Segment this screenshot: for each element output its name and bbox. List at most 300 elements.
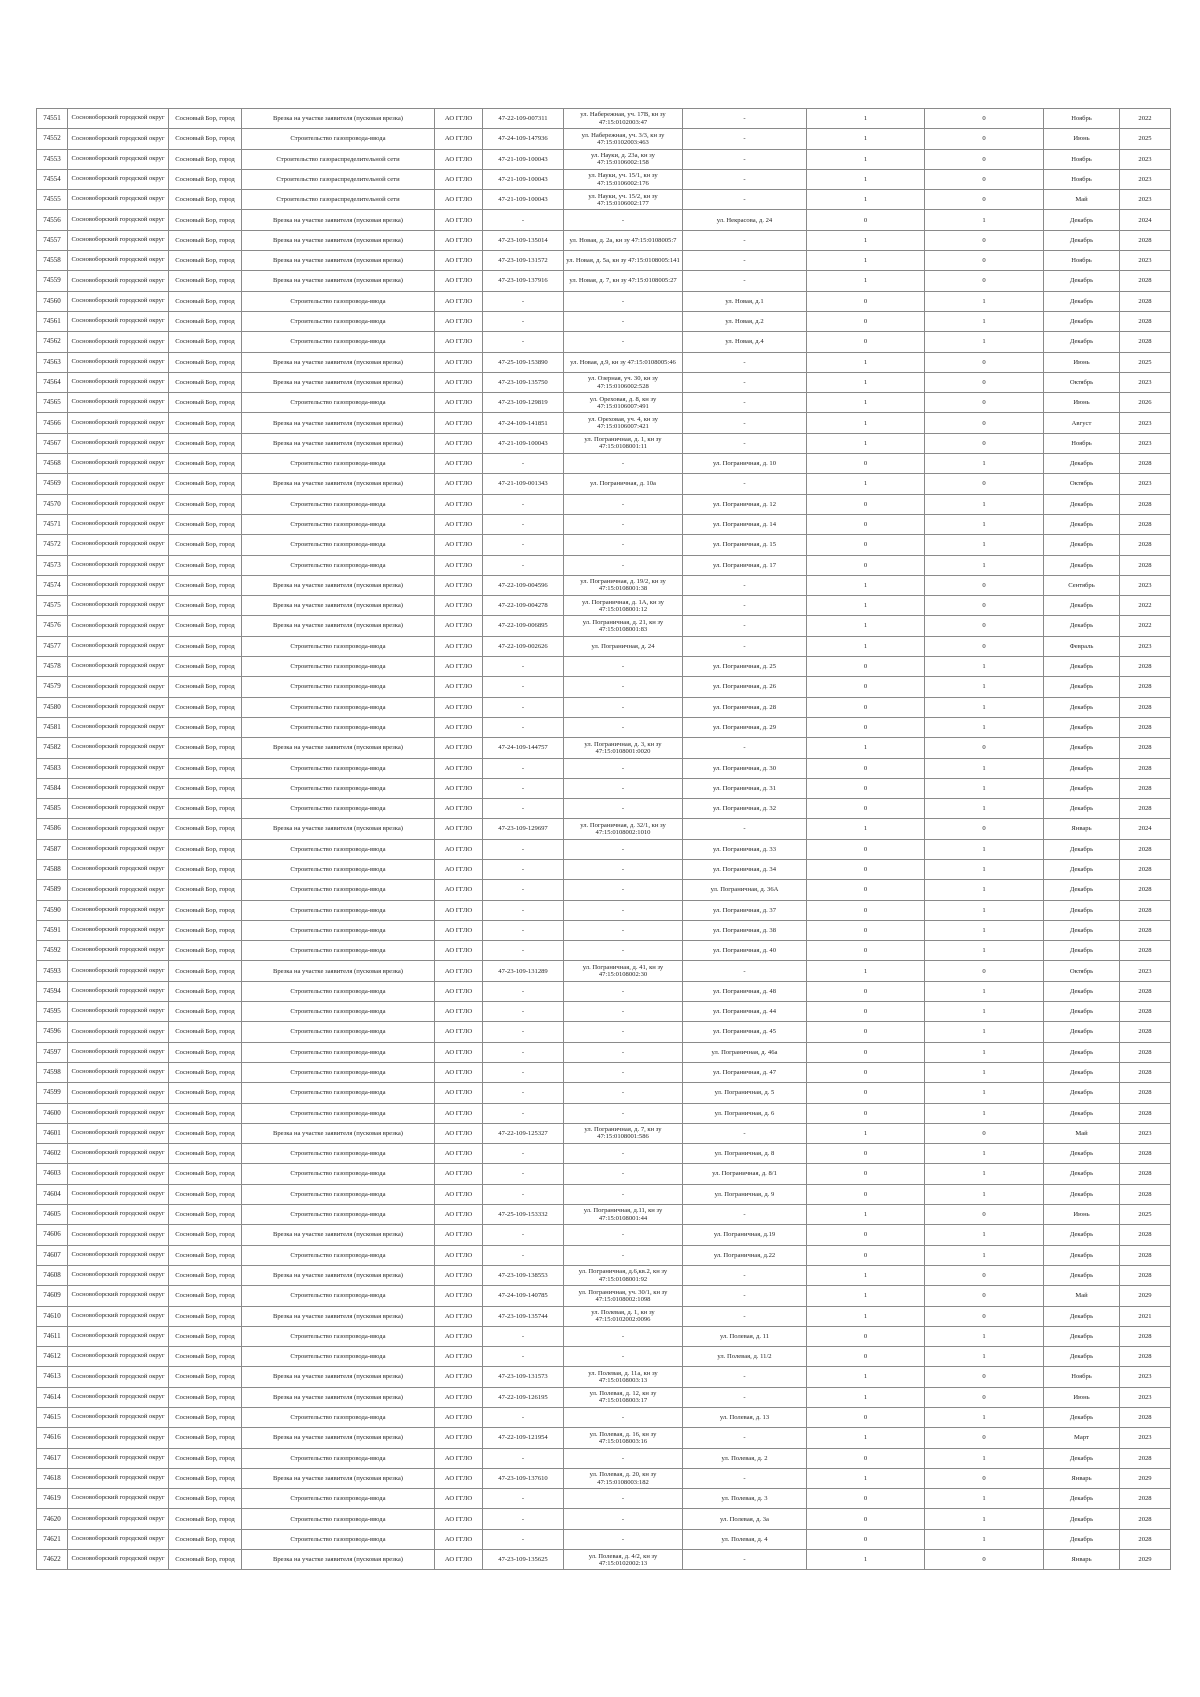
cell-count-a: 0	[807, 535, 925, 555]
cell-count-a: 0	[807, 1144, 925, 1164]
cell-contract-number: -	[483, 981, 564, 1001]
cell-organization: АО ГГЛО	[435, 109, 483, 129]
cell-object-address: ул. Полевая, д. 11	[683, 1326, 807, 1346]
cell-organization: АО ГГЛО	[435, 1286, 483, 1306]
cell-row-number: 74612	[37, 1347, 68, 1367]
table-row	[37, 210, 1171, 230]
cell-work-type: Врезка на участке заявителя (пусковая врезка)	[242, 575, 435, 595]
cell-object-address: ул. Пограничная, д. 15	[683, 535, 807, 555]
cell-work-type: Врезка на участке заявителя (пусковая врезка)	[242, 596, 435, 616]
cell-work-type: Строительство газопровода-ввода	[242, 839, 435, 859]
cell-contract-number: -	[483, 778, 564, 798]
cell-organization: АО ГГЛО	[435, 1428, 483, 1448]
cell-count-b: 0	[925, 352, 1044, 372]
cell-work-type: Строительство газораспределительной сети	[242, 190, 435, 210]
cell-count-b: 1	[925, 1164, 1044, 1184]
cell-count-b: 0	[925, 1205, 1044, 1225]
cell-count-b: 1	[925, 1225, 1044, 1245]
cell-year: 2028	[1120, 1083, 1171, 1103]
cell-year: 2028	[1120, 1347, 1171, 1367]
cell-month: Декабрь	[1044, 778, 1120, 798]
cell-year: 2028	[1120, 1062, 1171, 1082]
cell-settlement: Сосновый Бор, город	[169, 1408, 242, 1428]
cell-count-b: 0	[925, 413, 1044, 433]
cell-municipal-district: Сосновоборский городской округ	[68, 1022, 169, 1042]
cell-year: 2028	[1120, 941, 1171, 961]
cell-organization: АО ГГЛО	[435, 961, 483, 981]
cell-municipal-district: Сосновоборский городской округ	[68, 1286, 169, 1306]
cell-row-number: 74590	[37, 900, 68, 920]
cell-contract-number: 47-23-109-137610	[483, 1468, 564, 1488]
cell-contract-number: -	[483, 859, 564, 879]
cell-count-a: 0	[807, 657, 925, 677]
cell-month: Сентябрь	[1044, 575, 1120, 595]
cell-municipal-district: Сосновоборский городской округ	[68, 332, 169, 352]
cell-work-type: Строительство газопровода-ввода	[242, 332, 435, 352]
cell-count-a: 1	[807, 169, 925, 189]
cell-parcel-address: ул. Полевая, д. 11а, кн зу 47:15:0108003:13	[564, 1367, 683, 1387]
cell-count-b: 0	[925, 1123, 1044, 1143]
cell-year: 2028	[1120, 1225, 1171, 1245]
cell-year: 2028	[1120, 799, 1171, 819]
cell-work-type: Строительство газопровода-ввода	[242, 1002, 435, 1022]
cell-count-b: 1	[925, 1489, 1044, 1509]
cell-contract-number: -	[483, 1002, 564, 1022]
cell-parcel-address: ул. Пограничная, уч. 30/1, кн зу 47:15:0108002:1098	[564, 1286, 683, 1306]
cell-row-number: 74609	[37, 1286, 68, 1306]
cell-work-type: Строительство газопровода-ввода	[242, 291, 435, 311]
cell-municipal-district: Сосновоборский городской округ	[68, 1083, 169, 1103]
cell-municipal-district: Сосновоборский городской округ	[68, 941, 169, 961]
cell-month: Декабрь	[1044, 596, 1120, 616]
cell-parcel-address: -	[564, 1489, 683, 1509]
table-row	[37, 1062, 1171, 1082]
cell-count-b: 1	[925, 839, 1044, 859]
cell-object-address: -	[683, 819, 807, 839]
cell-work-type: Строительство газопровода-ввода	[242, 941, 435, 961]
cell-municipal-district: Сосновоборский городской округ	[68, 555, 169, 575]
cell-object-address: ул. Пограничная, д.19	[683, 1225, 807, 1245]
cell-count-a: 0	[807, 839, 925, 859]
table-row	[37, 1367, 1171, 1387]
cell-year: 2028	[1120, 1265, 1171, 1285]
cell-object-address: -	[683, 738, 807, 758]
cell-count-a: 1	[807, 961, 925, 981]
cell-parcel-address: ул. Полевая, д. 20, кн зу 47:15:0108003:182	[564, 1468, 683, 1488]
cell-count-b: 0	[925, 636, 1044, 656]
cell-contract-number: -	[483, 1225, 564, 1245]
cell-organization: АО ГГЛО	[435, 1144, 483, 1164]
cell-month: Июнь	[1044, 129, 1120, 149]
cell-parcel-address: ул. Пограничная, д. 41, кн зу 47:15:0108002:30	[564, 961, 683, 981]
cell-count-b: 0	[925, 1306, 1044, 1326]
cell-work-type: Врезка на участке заявителя (пусковая врезка)	[242, 1306, 435, 1326]
cell-settlement: Сосновый Бор, город	[169, 1022, 242, 1042]
cell-year: 2023	[1120, 1387, 1171, 1407]
cell-contract-number: -	[483, 1042, 564, 1062]
cell-object-address: -	[683, 169, 807, 189]
cell-row-number: 74596	[37, 1022, 68, 1042]
cell-work-type: Строительство газопровода-ввода	[242, 1062, 435, 1082]
cell-count-a: 1	[807, 109, 925, 129]
cell-count-b: 1	[925, 717, 1044, 737]
cell-municipal-district: Сосновоборский городской округ	[68, 474, 169, 494]
cell-row-number: 74606	[37, 1225, 68, 1245]
cell-object-address: -	[683, 1550, 807, 1570]
cell-contract-number: 47-24-109-147936	[483, 129, 564, 149]
cell-parcel-address: ул. Науки, уч. 15/1, кн зу 47:15:0106002:176	[564, 169, 683, 189]
cell-settlement: Сосновый Бор, город	[169, 190, 242, 210]
cell-row-number: 74578	[37, 657, 68, 677]
table-row	[37, 1286, 1171, 1306]
cell-year: 2025	[1120, 129, 1171, 149]
cell-count-a: 1	[807, 230, 925, 250]
cell-municipal-district: Сосновоборский городской округ	[68, 149, 169, 169]
cell-settlement: Сосновый Бор, город	[169, 880, 242, 900]
cell-settlement: Сосновый Бор, город	[169, 1164, 242, 1184]
cell-parcel-address: ул. Пограничная, д.6,кв.2, кн зу 47:15:0108001:92	[564, 1265, 683, 1285]
cell-organization: АО ГГЛО	[435, 271, 483, 291]
cell-municipal-district: Сосновоборский городской округ	[68, 616, 169, 636]
cell-organization: АО ГГЛО	[435, 1408, 483, 1428]
cell-object-address: ул. Полевая, д. 3	[683, 1489, 807, 1509]
cell-month: Октябрь	[1044, 372, 1120, 392]
cell-settlement: Сосновый Бор, город	[169, 1448, 242, 1468]
table-row	[37, 636, 1171, 656]
cell-count-a: 1	[807, 1123, 925, 1143]
cell-count-a: 0	[807, 920, 925, 940]
cell-object-address: ул. Новая, д.1	[683, 291, 807, 311]
cell-contract-number: 47-25-109-153332	[483, 1205, 564, 1225]
cell-work-type: Врезка на участке заявителя (пусковая врезка)	[242, 210, 435, 230]
cell-count-b: 1	[925, 758, 1044, 778]
cell-organization: АО ГГЛО	[435, 454, 483, 474]
cell-parcel-address: ул. Новая, д.9, кн зу 47:15:0108005:46	[564, 352, 683, 372]
cell-count-a: 0	[807, 677, 925, 697]
cell-work-type: Врезка на участке заявителя (пусковая врезка)	[242, 109, 435, 129]
cell-settlement: Сосновый Бор, город	[169, 1205, 242, 1225]
cell-work-type: Строительство газопровода-ввода	[242, 1448, 435, 1468]
table-row	[37, 169, 1171, 189]
cell-month: Декабрь	[1044, 738, 1120, 758]
cell-organization: АО ГГЛО	[435, 352, 483, 372]
cell-municipal-district: Сосновоборский городской округ	[68, 454, 169, 474]
cell-object-address: ул. Пограничная, д. 45	[683, 1022, 807, 1042]
cell-row-number: 74583	[37, 758, 68, 778]
table-row	[37, 575, 1171, 595]
cell-contract-number: -	[483, 494, 564, 514]
cell-row-number: 74620	[37, 1509, 68, 1529]
cell-year: 2028	[1120, 454, 1171, 474]
cell-object-address: ул. Пограничная, д. 36А	[683, 880, 807, 900]
cell-count-b: 0	[925, 1468, 1044, 1488]
cell-row-number: 74552	[37, 129, 68, 149]
cell-count-b: 1	[925, 1144, 1044, 1164]
cell-work-type: Врезка на участке заявителя (пусковая врезка)	[242, 474, 435, 494]
cell-count-b: 0	[925, 616, 1044, 636]
cell-count-b: 0	[925, 372, 1044, 392]
cell-work-type: Врезка на участке заявителя (пусковая врезка)	[242, 961, 435, 981]
cell-object-address: -	[683, 393, 807, 413]
table-row	[37, 1387, 1171, 1407]
cell-settlement: Сосновый Бор, город	[169, 799, 242, 819]
cell-parcel-address: ул. Пограничная, д. 21, кн зу 47:15:0108001:83	[564, 616, 683, 636]
cell-work-type: Строительство газопровода-ввода	[242, 1529, 435, 1549]
cell-object-address: ул. Пограничная, д. 10	[683, 454, 807, 474]
cell-object-address: -	[683, 129, 807, 149]
cell-work-type: Строительство газопровода-ввода	[242, 311, 435, 331]
cell-count-b: 1	[925, 555, 1044, 575]
cell-contract-number: 47-23-109-131573	[483, 1367, 564, 1387]
cell-parcel-address: -	[564, 1225, 683, 1245]
cell-month: Декабрь	[1044, 230, 1120, 250]
table-row	[37, 1103, 1171, 1123]
cell-work-type: Врезка на участке заявителя (пусковая врезка)	[242, 1225, 435, 1245]
cell-year: 2028	[1120, 677, 1171, 697]
cell-month: Декабрь	[1044, 1103, 1120, 1123]
cell-year: 2028	[1120, 291, 1171, 311]
cell-year: 2023	[1120, 575, 1171, 595]
cell-object-address: -	[683, 596, 807, 616]
cell-count-b: 0	[925, 575, 1044, 595]
cell-contract-number: 47-24-109-144757	[483, 738, 564, 758]
cell-month: Декабрь	[1044, 514, 1120, 534]
cell-organization: АО ГГЛО	[435, 433, 483, 453]
cell-work-type: Врезка на участке заявителя (пусковая врезка)	[242, 1428, 435, 1448]
cell-month: Ноябрь	[1044, 1367, 1120, 1387]
cell-object-address: ул. Пограничная, д. 48	[683, 981, 807, 1001]
cell-object-address: ул. Пограничная, д. 46а	[683, 1042, 807, 1062]
cell-organization: АО ГГЛО	[435, 311, 483, 331]
cell-municipal-district: Сосновоборский городской округ	[68, 1144, 169, 1164]
cell-settlement: Сосновый Бор, город	[169, 109, 242, 129]
cell-row-number: 74568	[37, 454, 68, 474]
cell-object-address: ул. Пограничная, д. 38	[683, 920, 807, 940]
cell-object-address: ул. Новая, д.4	[683, 332, 807, 352]
cell-work-type: Строительство газопровода-ввода	[242, 514, 435, 534]
table-row	[37, 920, 1171, 940]
cell-settlement: Сосновый Бор, город	[169, 494, 242, 514]
cell-object-address: ул. Пограничная, д. 34	[683, 859, 807, 879]
table-row	[37, 311, 1171, 331]
table-row	[37, 880, 1171, 900]
cell-row-number: 74618	[37, 1468, 68, 1488]
cell-row-number: 74594	[37, 981, 68, 1001]
cell-row-number: 74554	[37, 169, 68, 189]
cell-organization: АО ГГЛО	[435, 778, 483, 798]
cell-contract-number: 47-22-109-004278	[483, 596, 564, 616]
cell-row-number: 74580	[37, 697, 68, 717]
cell-object-address: -	[683, 372, 807, 392]
cell-municipal-district: Сосновоборский городской округ	[68, 636, 169, 656]
cell-organization: АО ГГЛО	[435, 799, 483, 819]
cell-object-address: -	[683, 474, 807, 494]
cell-count-b: 1	[925, 1002, 1044, 1022]
cell-work-type: Строительство газопровода-ввода	[242, 1083, 435, 1103]
cell-row-number: 74576	[37, 616, 68, 636]
cell-work-type: Строительство газопровода-ввода	[242, 535, 435, 555]
cell-settlement: Сосновый Бор, город	[169, 1286, 242, 1306]
cell-municipal-district: Сосновоборский городской округ	[68, 1408, 169, 1428]
cell-organization: АО ГГЛО	[435, 210, 483, 230]
cell-month: Декабрь	[1044, 758, 1120, 778]
cell-organization: АО ГГЛО	[435, 697, 483, 717]
cell-municipal-district: Сосновоборский городской округ	[68, 1184, 169, 1204]
cell-count-b: 1	[925, 1529, 1044, 1549]
cell-settlement: Сосновый Бор, город	[169, 1509, 242, 1529]
cell-month: Ноябрь	[1044, 149, 1120, 169]
cell-work-type: Врезка на участке заявителя (пусковая врезка)	[242, 1387, 435, 1407]
cell-row-number: 74586	[37, 819, 68, 839]
cell-settlement: Сосновый Бор, город	[169, 819, 242, 839]
cell-row-number: 74575	[37, 596, 68, 616]
cell-count-a: 1	[807, 596, 925, 616]
cell-year: 2026	[1120, 393, 1171, 413]
cell-work-type: Строительство газопровода-ввода	[242, 1022, 435, 1042]
cell-count-b: 1	[925, 1408, 1044, 1428]
cell-row-number: 74556	[37, 210, 68, 230]
cell-count-a: 0	[807, 1347, 925, 1367]
cell-object-address: ул. Полевая, д. 11/2	[683, 1347, 807, 1367]
cell-year: 2028	[1120, 1002, 1171, 1022]
cell-settlement: Сосновый Бор, город	[169, 1083, 242, 1103]
cell-month: Июнь	[1044, 352, 1120, 372]
cell-parcel-address: -	[564, 535, 683, 555]
table-row	[37, 859, 1171, 879]
cell-contract-number: 47-22-109-125327	[483, 1123, 564, 1143]
cell-contract-number: 47-21-109-100043	[483, 169, 564, 189]
cell-municipal-district: Сосновоборский городской округ	[68, 880, 169, 900]
cell-settlement: Сосновый Бор, город	[169, 1103, 242, 1123]
cell-count-a: 1	[807, 474, 925, 494]
cell-year: 2023	[1120, 190, 1171, 210]
cell-count-b: 1	[925, 1245, 1044, 1265]
cell-contract-number: -	[483, 839, 564, 859]
cell-month: Декабрь	[1044, 555, 1120, 575]
cell-settlement: Сосновый Бор, город	[169, 1123, 242, 1143]
cell-contract-number: -	[483, 535, 564, 555]
cell-parcel-address: ул. Пограничная, д. 32/1, кн зу 47:15:0108002:1010	[564, 819, 683, 839]
cell-year: 2028	[1120, 1326, 1171, 1346]
cell-parcel-address: -	[564, 1062, 683, 1082]
cell-month: Декабрь	[1044, 535, 1120, 555]
cell-contract-number: 47-22-109-126195	[483, 1387, 564, 1407]
cell-year: 2028	[1120, 555, 1171, 575]
cell-settlement: Сосновый Бор, город	[169, 535, 242, 555]
cell-count-b: 1	[925, 900, 1044, 920]
cell-work-type: Строительство газопровода-ввода	[242, 1489, 435, 1509]
cell-contract-number: -	[483, 697, 564, 717]
cell-settlement: Сосновый Бор, город	[169, 697, 242, 717]
cell-count-a: 0	[807, 717, 925, 737]
cell-organization: АО ГГЛО	[435, 880, 483, 900]
table-row	[37, 352, 1171, 372]
cell-year: 2023	[1120, 1123, 1171, 1143]
table-row	[37, 291, 1171, 311]
cell-municipal-district: Сосновоборский городской округ	[68, 535, 169, 555]
cell-parcel-address: -	[564, 657, 683, 677]
cell-organization: АО ГГЛО	[435, 393, 483, 413]
cell-municipal-district: Сосновоборский городской округ	[68, 1550, 169, 1570]
cell-contract-number: -	[483, 1144, 564, 1164]
cell-count-b: 0	[925, 1428, 1044, 1448]
table-row	[37, 555, 1171, 575]
cell-month: Декабрь	[1044, 920, 1120, 940]
cell-month: Январь	[1044, 1468, 1120, 1488]
cell-organization: АО ГГЛО	[435, 1347, 483, 1367]
table-row	[37, 1468, 1171, 1488]
cell-object-address: ул. Пограничная, д.22	[683, 1245, 807, 1265]
cell-contract-number: -	[483, 1184, 564, 1204]
cell-organization: АО ГГЛО	[435, 535, 483, 555]
cell-work-type: Врезка на участке заявителя (пусковая врезка)	[242, 271, 435, 291]
cell-object-address: -	[683, 575, 807, 595]
cell-count-b: 1	[925, 210, 1044, 230]
cell-count-a: 0	[807, 758, 925, 778]
cell-parcel-address: ул. Набережная, уч. 17В, кн зу 47:15:0102003:47	[564, 109, 683, 129]
table-row	[37, 1042, 1171, 1062]
cell-settlement: Сосновый Бор, город	[169, 839, 242, 859]
cell-organization: АО ГГЛО	[435, 332, 483, 352]
cell-settlement: Сосновый Бор, город	[169, 900, 242, 920]
cell-work-type: Строительство газопровода-ввода	[242, 880, 435, 900]
cell-organization: АО ГГЛО	[435, 129, 483, 149]
cell-count-b: 1	[925, 1326, 1044, 1346]
cell-settlement: Сосновый Бор, город	[169, 657, 242, 677]
cell-object-address: ул. Полевая, д. 13	[683, 1408, 807, 1428]
cell-year: 2028	[1120, 332, 1171, 352]
cell-count-a: 0	[807, 311, 925, 331]
cell-parcel-address: -	[564, 1408, 683, 1428]
cell-contract-number: -	[483, 332, 564, 352]
table-row	[37, 1489, 1171, 1509]
cell-count-a: 1	[807, 1550, 925, 1570]
cell-settlement: Сосновый Бор, город	[169, 372, 242, 392]
cell-count-a: 1	[807, 1306, 925, 1326]
cell-contract-number: -	[483, 920, 564, 940]
cell-work-type: Строительство газопровода-ввода	[242, 981, 435, 1001]
cell-count-b: 1	[925, 1042, 1044, 1062]
cell-parcel-address: ул. Науки, уч. 15/2, кн зу 47:15:0106002:177	[564, 190, 683, 210]
cell-object-address: ул. Пограничная, д. 8	[683, 1144, 807, 1164]
table-row	[37, 109, 1171, 129]
cell-year: 2028	[1120, 738, 1171, 758]
cell-work-type: Строительство газопровода-ввода	[242, 778, 435, 798]
cell-count-b: 1	[925, 981, 1044, 1001]
cell-parcel-address: -	[564, 941, 683, 961]
table-row	[37, 1529, 1171, 1549]
cell-municipal-district: Сосновоборский городской округ	[68, 1245, 169, 1265]
cell-count-b: 0	[925, 474, 1044, 494]
cell-work-type: Строительство газопровода-ввода	[242, 697, 435, 717]
cell-object-address: ул. Пограничная, д. 5	[683, 1083, 807, 1103]
cell-settlement: Сосновый Бор, город	[169, 677, 242, 697]
cell-month: Декабрь	[1044, 1083, 1120, 1103]
cell-organization: АО ГГЛО	[435, 1062, 483, 1082]
cell-work-type: Врезка на участке заявителя (пусковая врезка)	[242, 433, 435, 453]
cell-municipal-district: Сосновоборский городской округ	[68, 514, 169, 534]
cell-row-number: 74585	[37, 799, 68, 819]
cell-row-number: 74600	[37, 1103, 68, 1123]
cell-municipal-district: Сосновоборский городской округ	[68, 677, 169, 697]
cell-year: 2028	[1120, 839, 1171, 859]
cell-parcel-address: -	[564, 1042, 683, 1062]
cell-parcel-address: ул. Пограничная, д. 10а	[564, 474, 683, 494]
cell-work-type: Врезка на участке заявителя (пусковая врезка)	[242, 1468, 435, 1488]
cell-parcel-address: -	[564, 514, 683, 534]
cell-year: 2028	[1120, 900, 1171, 920]
cell-year: 2028	[1120, 1408, 1171, 1428]
